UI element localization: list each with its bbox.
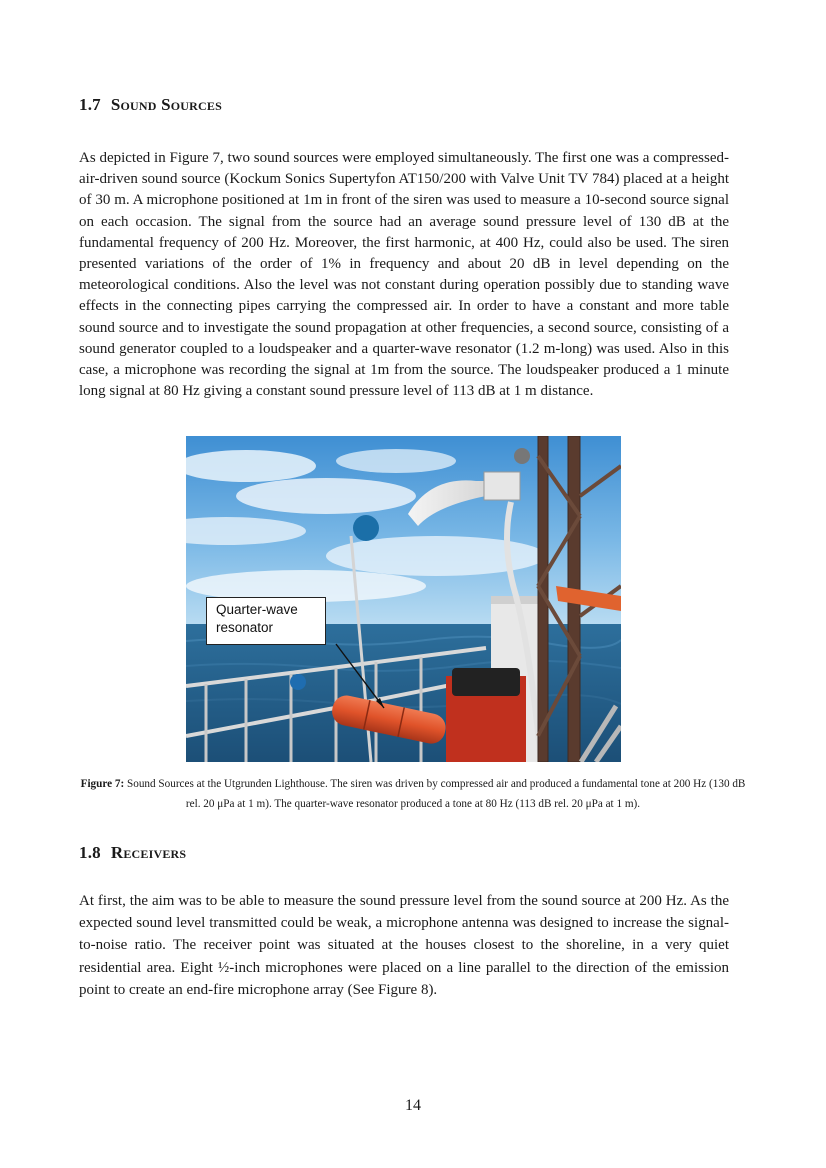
section-title: Sound Sources xyxy=(110,95,222,114)
callout-quarter-wave-resonator xyxy=(206,597,326,645)
section-number: 1.7 xyxy=(79,95,101,114)
paragraph-sound-sources: As depicted in Figure 7, two sound sources were employed simultaneously. The first one was a compressed-air-driven sound source (Kockum Sonics Supertyfon AT150/200 with Valve Unit TV 784) placed at a height of 30 m. A microphone positioned at 1m in front of the siren was used to measure a 10-second source signal on each occasion. The signal from the source had an average sound pressure level of 130 dB at the fundamental frequency of 200 Hz. Moreover, the first harmonic, at 400 Hz, could also be used. The siren presented variations of the order of 1% in frequency and about 20 dB in level depending on the meteorological conditions. Also the level was not constant during operation possibly due to standing wave effects in the connecting pipes carrying the compressed air. In order to have a constant and more table sound source and to investigate the sound propagation at other frequencies, a second source, consisting of a sound generator coupled to a loudspeaker and a quarter-wave resonator (1.2 m-long) was used. Also in this case, a microphone was recording the signal at 1m from the source. The loudspeaker produced a 1 minute long signal at 80 Hz giving a constant sound pressure level of 113 dB at 1 m distance. xyxy=(79,150,729,400)
figure-caption xyxy=(79,774,747,814)
paragraph-receivers: At first, the aim was to be able to measure the sound pressure level from the sound source at 200 Hz. As the expected sound level transmitted could be weak, a microphone antenna was designed to increase the signal-to-noise ratio. The receiver point was situated at the houses closest to the shoreline, in a very quiet residential area. Eight ½-inch microphones were placed on a line parallel to the direction of the emission point to create an end-fire microphone array (See Figure 8). xyxy=(79,893,729,998)
page-number: 14 xyxy=(405,1097,421,1114)
section-number: 1.8 xyxy=(79,843,101,862)
callout-line-1: Quarter-wave xyxy=(216,602,298,617)
caption-label: Figure 7: xyxy=(80,778,125,790)
caption-text: Sound Sources at the Utgrunden Lighthouse. The siren was driven by compressed air and produced a fundamental tone at 200 Hz (130 dB rel. 20 μPa at 1 m). The quarter-wave resonator produced a tone at 80 Hz (113 dB rel. 20 μPa at 1 m). xyxy=(124,778,746,810)
section-heading-receivers xyxy=(79,843,186,863)
section-heading-sound-sources xyxy=(79,95,222,115)
callout-line-2: resonator xyxy=(216,620,274,635)
section-title: Receivers xyxy=(110,843,187,862)
